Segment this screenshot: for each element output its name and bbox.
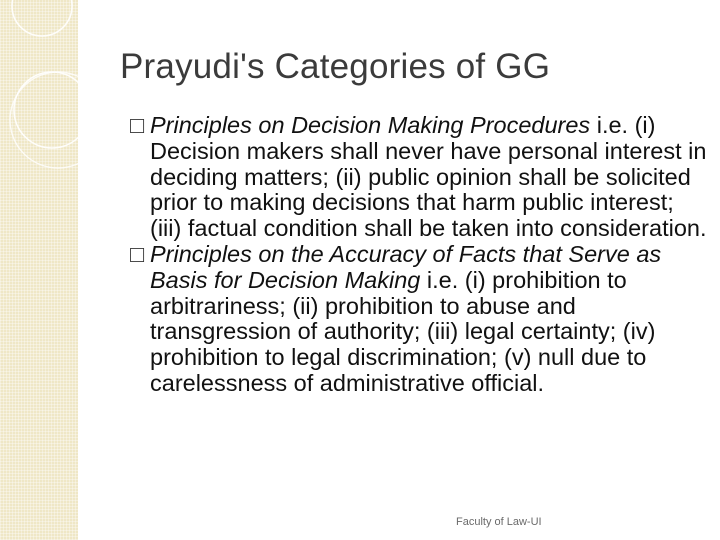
- bullet-item: [130, 113, 710, 242]
- circle-arcs-decoration-icon: [0, 0, 78, 540]
- bullet-text: i.e. (i) prohibition to arbitrariness; (ii) prohibition to abuse and transgression of authority; (iii) legal certainty; (iv) prohibition to legal discrimination; (v) null due to carelessness of administrative official.: [150, 266, 656, 396]
- bullet-heading: Principles on the Accuracy of Facts that Serve as Basis for Decision Making: [150, 240, 662, 293]
- slide-footer: Faculty of Law-UI: [456, 516, 542, 528]
- bullet-item: [130, 242, 710, 397]
- bullet-heading: Principles on Decision Making Procedures: [150, 112, 591, 138]
- bullet-glyph-icon: □: [130, 112, 145, 138]
- bullet-glyph-icon: □: [130, 240, 145, 267]
- slide-body: [130, 113, 710, 397]
- decorative-side-band: [0, 0, 78, 540]
- slide-title: Prayudi's Categories of GG: [120, 47, 551, 86]
- bullet-text: i.e. (i) Decision makers shall never have personal interest in deciding matters; (ii) public opinion shall be solicited prior to making decisions that harm public interest; (iii) factual condition shall be taken into consideration.: [150, 112, 707, 242]
